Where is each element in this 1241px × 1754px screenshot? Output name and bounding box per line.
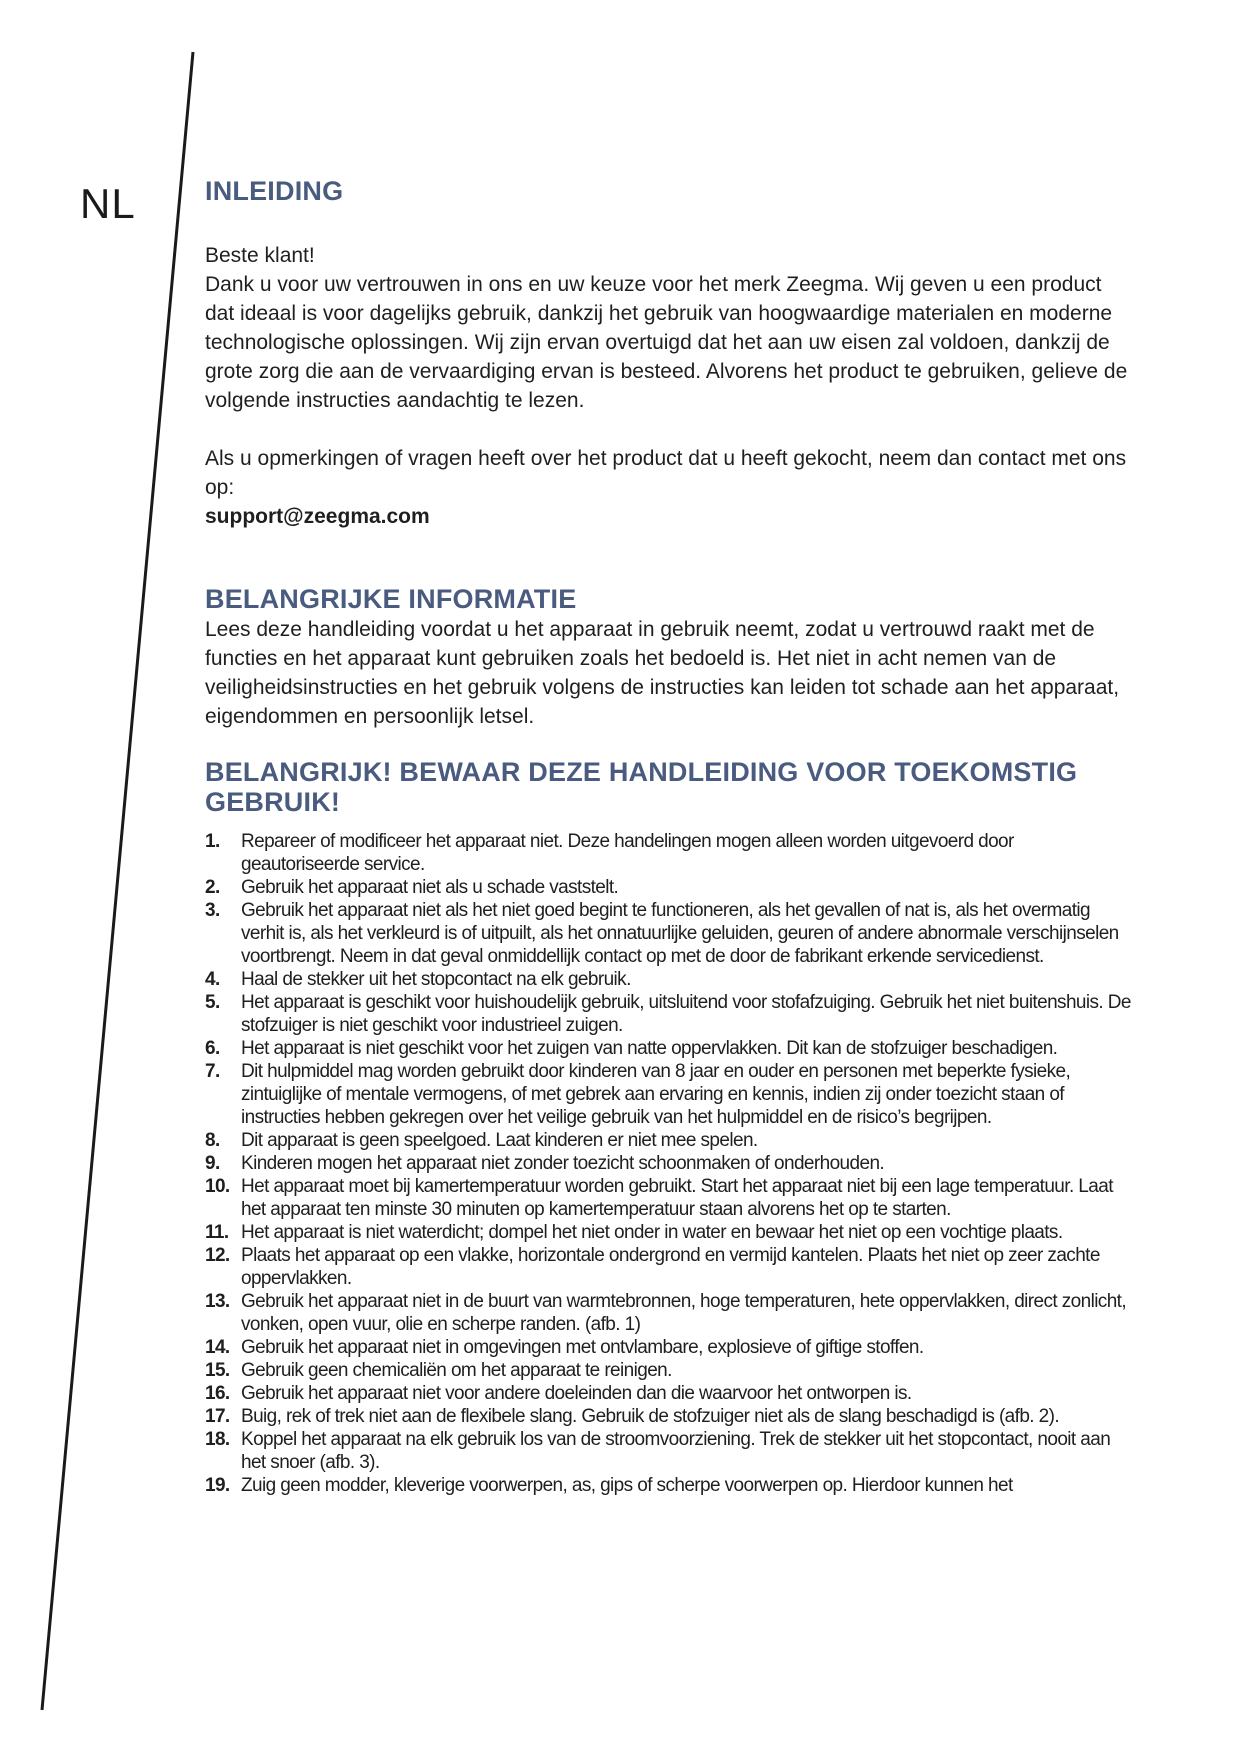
rule-text: Plaats het apparaat op een vlakke, horizontale ondergrond en vermijd kantelen. Plaats het niet op zeer zachte oppervlakken. [241, 1245, 1100, 1289]
rule-number: 14. [205, 1337, 230, 1358]
rule-text: Het apparaat is niet geschikt voor het zuigen van natte oppervlakken. Dit kan de stofzuiger beschadigen. [241, 1038, 1058, 1059]
rule-number: 9. [205, 1153, 220, 1174]
contact-text: Als u opmerkingen of vragen heeft over het product dat u heeft gekocht, neem dan contact met ons op: [205, 447, 1127, 499]
language-code: NL [80, 180, 136, 227]
rule-number: 11. [205, 1222, 229, 1243]
rule-item [205, 991, 1135, 1037]
rule-number: 18. [205, 1429, 230, 1450]
important-section [205, 584, 1135, 731]
rule-text: Gebruik het apparaat niet als het niet goed begint te functioneren, als het gevallen of nat is, als het overmatig verhit is, als het verkleurd is of uitpuilt, als het onnatuurlijke geluiden, geuren of andere abnormale verschijnselen voortbrengt. Neem in dat geval onmiddellijk contact op met de door de fabrikant erkende servicedienst. [241, 900, 1119, 967]
rule-item [205, 1359, 1135, 1382]
rule-item [205, 899, 1135, 968]
support-email: support@zeegma.com [205, 505, 430, 528]
safety-rules-list [205, 830, 1135, 1497]
rule-item [205, 1290, 1135, 1336]
rule-item [205, 1244, 1135, 1290]
rule-text: Dit hulpmiddel mag worden gebruikt door kinderen van 8 jaar en ouder en personen met beperkte fysieke, zintuiglijke of mentale vermogens, of met gebrek aan ervaring en kennis, indien zij onder toezicht staan of instructies hebben gekregen over het veilige gebruik van het hulpmiddel en de risico’s begrijpen. [241, 1061, 1071, 1128]
intro-heading: INLEIDING [205, 176, 344, 206]
important-paragraph: Lees deze handleiding voordat u het apparaat in gebruik neemt, zodat u vertrouwd raakt met de functies en het apparaat kunt gebruiken zoals het bedoeld is. Het niet in acht nemen van de veiligheidsinstructies en het gebruik volgens de instructies kan leiden tot schade aan het apparaat, eigendommen en persoonlijk letsel. [205, 618, 1120, 728]
rule-item [205, 1221, 1135, 1244]
rule-text: Buig, rek of trek niet aan de flexibele slang. Gebruik de stofzuiger niet als de slang beschadigd is (afb. 2). [241, 1406, 1060, 1427]
rule-text: Koppel het apparaat na elk gebruik los van de stroomvoorziening. Trek de stekker uit het stopcontact, nooit aan het snoer (afb. 3). [241, 1429, 1111, 1473]
rule-item [205, 1428, 1135, 1474]
rule-number: 1. [205, 831, 220, 852]
rule-number: 4. [205, 969, 220, 990]
rule-item [205, 968, 1135, 991]
rule-item [205, 1129, 1135, 1152]
rule-text: Het apparaat is geschikt voor huishoudelijk gebruik, uitsluitend voor stofafzuiging. Gebruik het niet buitenshuis. De stofzuiger is niet geschikt voor industrieel zuigen. [241, 992, 1131, 1036]
intro-greeting: Beste klant! [205, 244, 315, 267]
rule-item [205, 830, 1135, 876]
save-heading: BELANGRIJK! BEWAAR DEZE HANDLEIDING VOOR TOEKOMSTIG GEBRUIK! [205, 757, 1078, 817]
rule-text: Gebruik het apparaat niet voor andere doeleinden dan die waarvoor het ontworpen is. [241, 1383, 912, 1404]
save-section [205, 757, 1135, 817]
intro-body [205, 241, 1135, 531]
rule-text: Repareer of modificeer het apparaat niet. Deze handelingen mogen alleen worden uitgevoerd door geautoriseerde service. [241, 831, 1014, 875]
rule-item [205, 876, 1135, 899]
rule-item [205, 1152, 1135, 1175]
rule-text: Het apparaat moet bij kamertemperatuur worden gebruikt. Start het apparaat niet bij een lage temperatuur. Laat het apparaat ten minste 30 minuten op kamertemperatuur staan alvorens het op te starten. [241, 1176, 1113, 1220]
rule-number: 3. [205, 900, 220, 921]
rule-item [205, 1175, 1135, 1221]
rule-text: Kinderen mogen het apparaat niet zonder toezicht schoonmaken of onderhouden. [241, 1153, 885, 1174]
rule-text: Gebruik geen chemicaliën om het apparaat te reinigen. [241, 1360, 672, 1381]
important-heading: BELANGRIJKE INFORMATIE [205, 584, 577, 614]
rule-number: 6. [205, 1038, 220, 1059]
intro-paragraph: Dank u voor uw vertrouwen in ons en uw keuze voor het merk Zeegma. Wij geven u een product dat ideaal is voor dagelijks gebruik, dankzij het gebruik van hoogwaardige materialen en moderne technologische oplossingen. Wij zijn ervan overtuigd dat het aan uw eisen zal voldoen, dankzij de grote zorg die aan de vervaardiging ervan is besteed. Alvorens het product te gebruiken, gelieve de volgende instructies aandachtig te lezen. [205, 273, 1128, 412]
rule-number: 13. [205, 1291, 230, 1312]
rule-number: 19. [205, 1475, 230, 1496]
rule-text: Het apparaat is niet waterdicht; dompel het niet onder in water en bewaar het niet op een vochtige plaats. [241, 1222, 1063, 1243]
rule-number: 5. [205, 992, 220, 1013]
rule-item [205, 1336, 1135, 1359]
rule-number: 2. [205, 877, 220, 898]
rule-text: Gebruik het apparaat niet in de buurt van warmtebronnen, hoge temperaturen, hete oppervlakken, direct zonlicht, vonken, open vuur, olie en scherpe randen. (afb. 1) [241, 1291, 1127, 1335]
rule-text: Haal de stekker uit het stopcontact na elk gebruik. [241, 969, 631, 990]
rule-number: 10. [205, 1176, 230, 1197]
rule-number: 12. [205, 1245, 230, 1266]
rule-text: Zuig geen modder, kleverige voorwerpen, as, gips of scherpe voorwerpen op. Hierdoor kunnen het [241, 1475, 1013, 1496]
rule-number: 7. [205, 1061, 220, 1082]
intro-section [205, 176, 1135, 207]
rule-number: 15. [205, 1360, 230, 1381]
rule-text: Gebruik het apparaat niet in omgevingen met ontvlambare, explosieve of giftige stoffen. [241, 1337, 924, 1358]
rule-item [205, 1060, 1135, 1129]
rule-number: 17. [205, 1406, 230, 1427]
rule-item [205, 1382, 1135, 1405]
rule-item [205, 1405, 1135, 1428]
rule-text: Gebruik het apparaat niet als u schade vaststelt. [241, 877, 619, 898]
rule-item [205, 1474, 1135, 1497]
rule-text: Dit apparaat is geen speelgoed. Laat kinderen er niet mee spelen. [241, 1130, 758, 1151]
safety-rules [205, 830, 1135, 1497]
rule-item [205, 1037, 1135, 1060]
rule-number: 16. [205, 1383, 230, 1404]
rule-number: 8. [205, 1130, 220, 1151]
